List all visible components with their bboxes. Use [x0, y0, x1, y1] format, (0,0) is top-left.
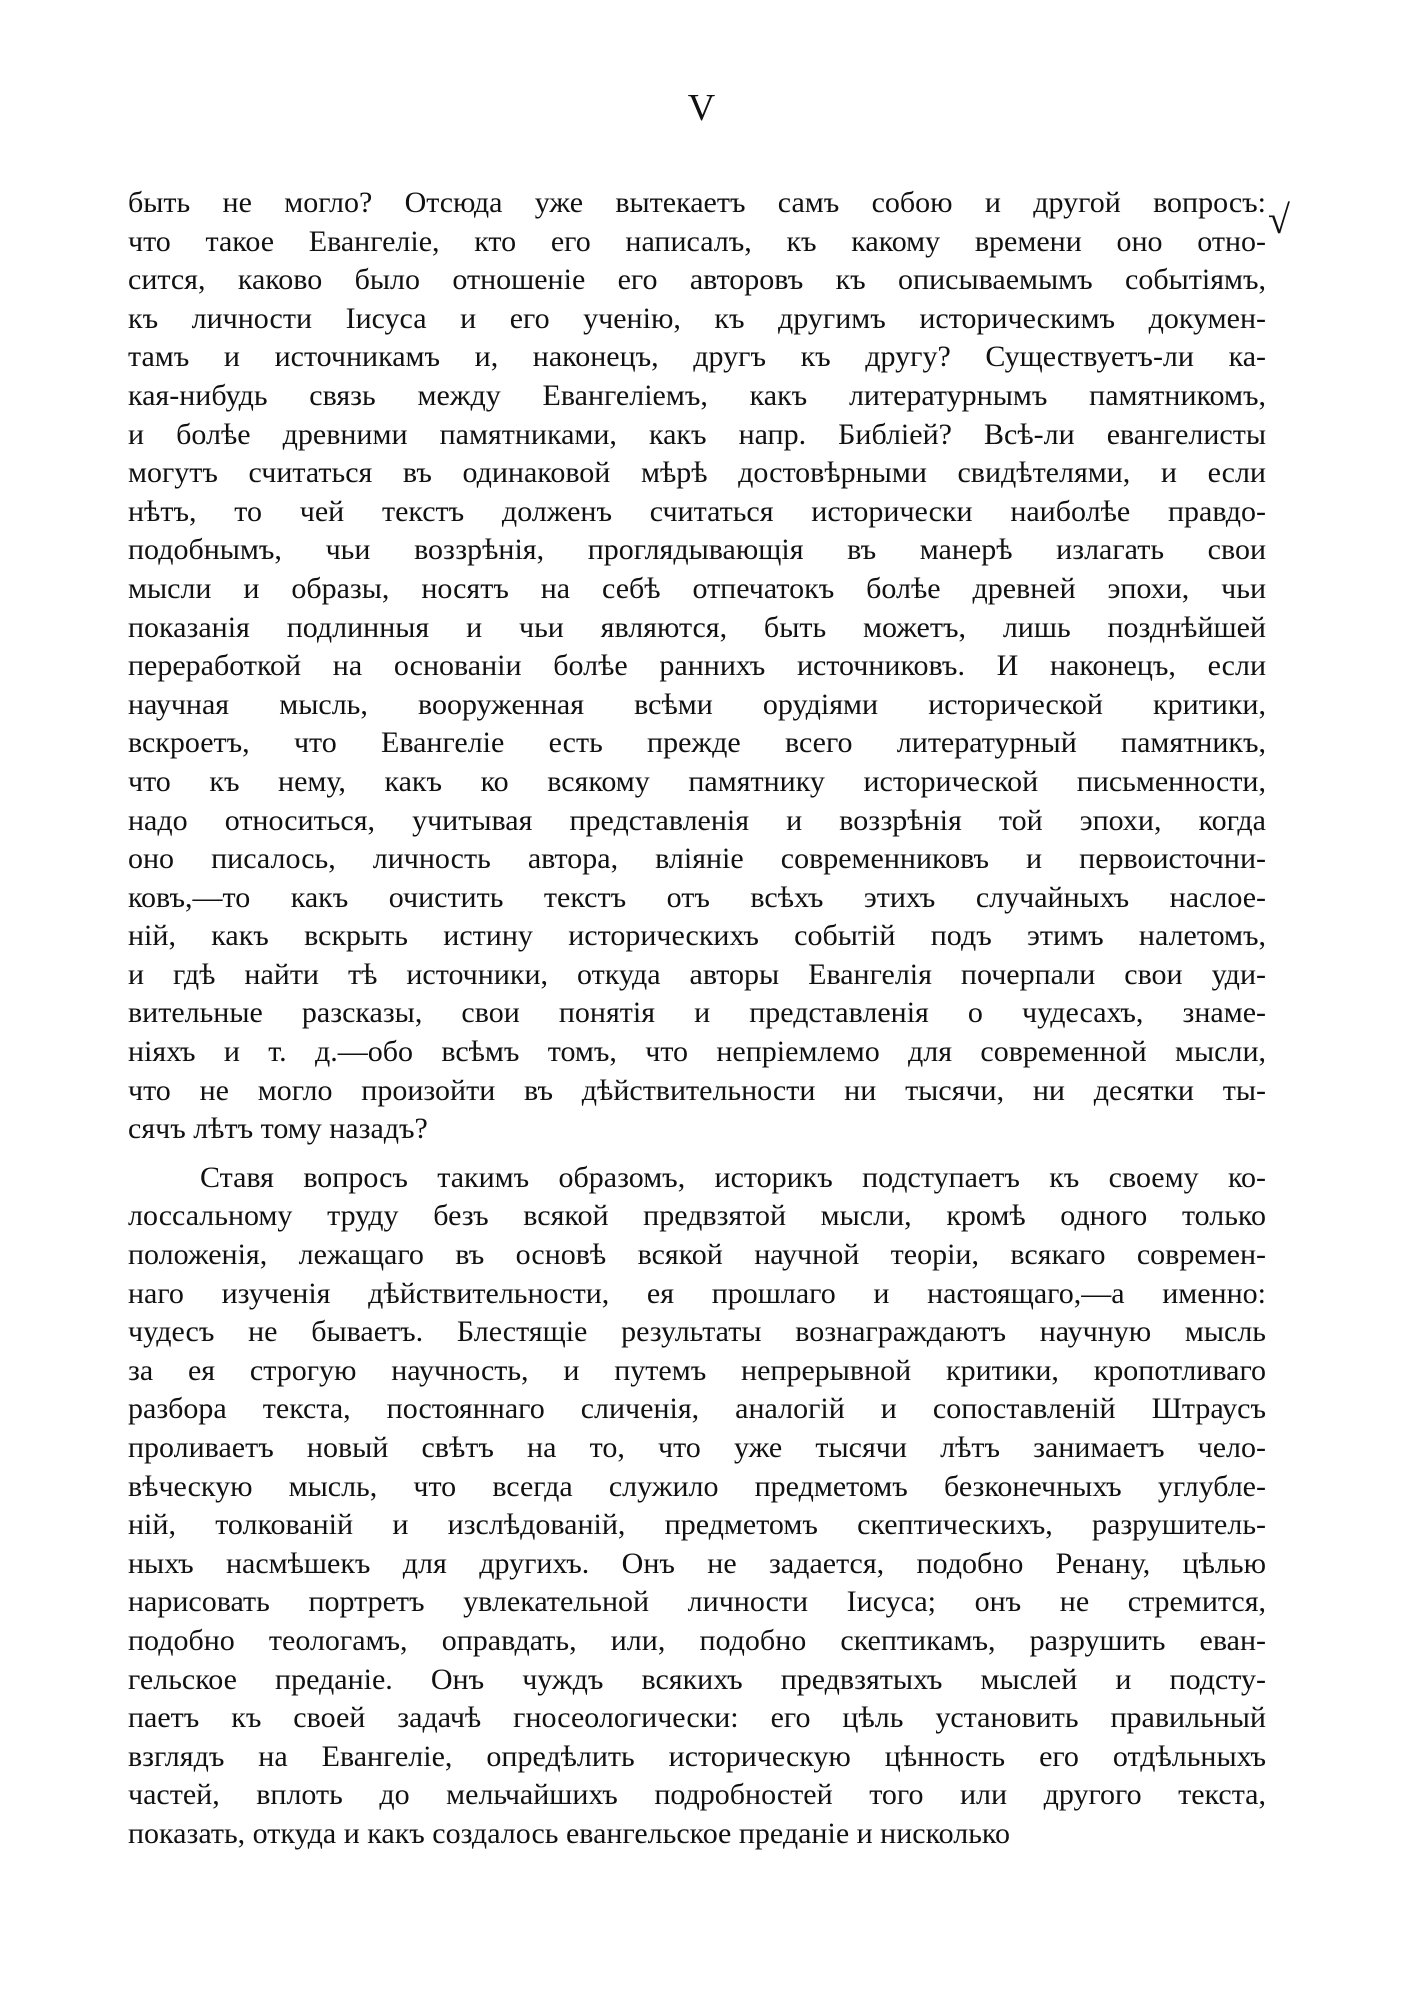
text-line: показать, откуда и какъ создалось евангельское преданіе и нисколько — [128, 1816, 1010, 1850]
body-text — [128, 184, 1266, 1854]
text-line: вѣческую мысль, что всегда служило предметомъ безконечныхъ углубле- — [128, 1469, 1266, 1503]
text-line: сячъ лѣтъ тому назадъ? — [128, 1112, 428, 1146]
text-line: подобнымъ, чьи воззрѣнія, проглядывающія въ манерѣ излагать свои — [128, 533, 1266, 567]
text-line: что не могло произойти въ дѣйствительности ни тысячи, ни десятки ты- — [128, 1073, 1266, 1107]
text-line: за ея строгую научность, и путемъ непрерывной критики, кропотливаго — [128, 1353, 1266, 1387]
text-line: частей, вплоть до мельчайшихъ подробностей того или другого текста, — [128, 1778, 1266, 1812]
text-line: лоссальному труду безъ всякой предвзятой мысли, кромѣ одного только — [128, 1199, 1266, 1233]
text-line: къ личности Іисуса и его ученію, къ другимъ историческимъ докумен- — [128, 301, 1266, 335]
text-line: тамъ и источникамъ и, наконецъ, другъ къ другу? Существуетъ-ли ка- — [128, 340, 1266, 374]
text-line: паетъ къ своей задачѣ гносеологически: его цѣль установить правильный — [128, 1701, 1266, 1735]
paragraph-1 — [128, 184, 1266, 1149]
text-line: Ставя вопросъ такимъ образомъ, историкъ подступаетъ къ своему ко- — [200, 1160, 1266, 1194]
text-line: нарисовать портретъ увлекательной личности Іисуса; онъ не стремится, — [128, 1585, 1266, 1619]
text-line: научная мысль, вооруженная всѣми орудіями исторической критики, — [128, 687, 1266, 721]
text-line: наго изученія дѣйствительности, ея прошлаго и настоящаго,—а именно: — [128, 1276, 1266, 1310]
text-line: ковъ,—то какъ очистить текстъ отъ всѣхъ этихъ случайныхъ наслое- — [128, 880, 1266, 914]
text-line: показанія подлинныя и чьи являются, быть можетъ, лишь позднѣйшей — [128, 610, 1266, 644]
text-line: вительные разсказы, свои понятія и представленія о чудесахъ, знаме- — [128, 996, 1266, 1030]
text-line: вскроетъ, что Евангеліе есть прежде всего литературный памятникъ, — [128, 726, 1266, 760]
paragraph-gap — [128, 1149, 1266, 1159]
text-line: ній, какъ вскрыть истину историческихъ событій подъ этимъ налетомъ, — [128, 919, 1266, 953]
text-line: быть не могло? Отсюда уже вытекаетъ самъ собою и другой вопросъ: — [128, 186, 1266, 219]
text-line: ніяхъ и т. д.—обо всѣмъ томъ, что непріемлемо для современной мысли, — [128, 1035, 1266, 1069]
text-line: чудесъ не бываетъ. Блестящіе результаты вознаграждаютъ научную мысль — [128, 1315, 1266, 1349]
text-line: мысли и образы, носятъ на себѣ отпечатокъ болѣе древней эпохи, чьи — [128, 571, 1266, 605]
text-line: кая-нибудь связь между Евангеліемъ, какъ литературнымъ памятникомъ, — [128, 378, 1266, 412]
page-number: V — [687, 87, 717, 129]
text-line: гельское преданіе. Онъ чуждъ всякихъ предвзятыхъ мыслей и подсту- — [128, 1662, 1266, 1696]
text-line: могутъ считаться въ одинаковой мѣрѣ достовѣрными свидѣтелями, и если — [128, 456, 1266, 490]
text-line: проливаетъ новый свѣтъ на то, что уже тысячи лѣтъ занимаетъ чело- — [128, 1431, 1266, 1464]
text-line: что такое Евангеліе, кто его написалъ, къ какому времени оно отно- — [128, 224, 1266, 258]
text-line: подобно теологамъ, оправдать, или, подобно скептикамъ, разрушить еван- — [128, 1623, 1266, 1657]
text-line: положенія, лежащаго въ основѣ всякой научной теоріи, всякаго современ- — [128, 1238, 1266, 1272]
text-line: взглядъ на Евангеліе, опредѣлить историческую цѣнность его отдѣльныхъ — [128, 1739, 1266, 1773]
text-line: надо относиться, учитывая представленія и воззрѣнія той эпохи, когда — [128, 803, 1266, 837]
text-line: ныхъ насмѣшекъ для другихъ. Онъ не задается, подобно Ренану, цѣлью — [128, 1546, 1266, 1580]
text-line: и гдѣ найти тѣ источники, откуда авторы Евангелія почерпали свои уди- — [128, 957, 1266, 991]
margin-check-mark: √ — [1268, 197, 1290, 242]
text-line: и болѣе древними памятниками, какъ напр. Библіей? Всѣ-ли евангелисты — [128, 417, 1266, 451]
text-line: нѣтъ, то чей текстъ долженъ считаться исторически наиболѣе правдо- — [128, 494, 1266, 528]
text-line: оно писалось, личность автора, вліяніе современниковъ и первоисточни- — [128, 842, 1266, 876]
text-line: сится, каково было отношеніе его авторовъ къ описываемымъ событіямъ, — [128, 263, 1266, 297]
text-line: разбора текста, постояннаго сличенія, аналогій и сопоставленій Штраусъ — [128, 1392, 1266, 1426]
paragraph-2 — [128, 1159, 1266, 1854]
text-line: что къ нему, какъ ко всякому памятнику исторической письменности, — [128, 764, 1266, 798]
text-line: ній, толкованій и изслѣдованій, предметомъ скептическихъ, разрушитель- — [128, 1508, 1266, 1542]
text-line: переработкой на основаніи болѣе раннихъ источниковъ. И наконецъ, если — [128, 649, 1266, 683]
